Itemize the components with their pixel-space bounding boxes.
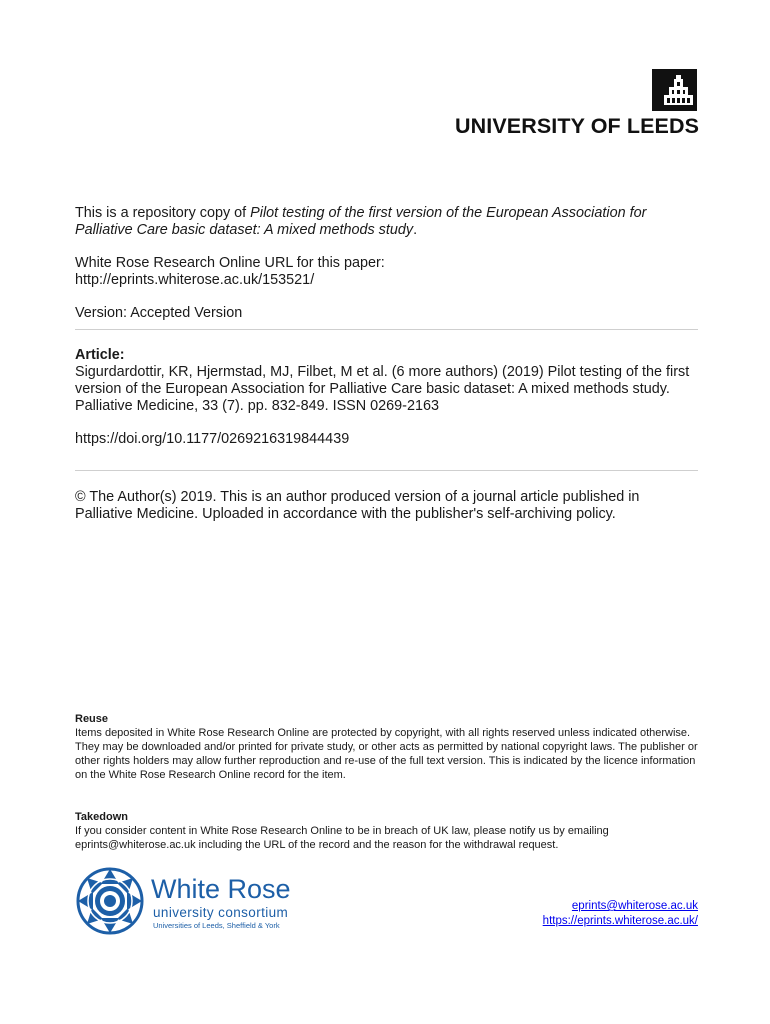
white-rose-brand-subtitle: university consortium xyxy=(153,905,289,920)
paper-url[interactable]: http://eprints.whiterose.ac.uk/153521/ xyxy=(75,272,315,288)
white-rose-brand-name: White Rose xyxy=(151,874,291,904)
divider xyxy=(75,470,698,471)
paper-title: Pilot testing of the first version of the European Association for Palliative Care basic dataset: A mixed methods study xyxy=(75,205,647,238)
article-citation: Sigurdardottir, KR, Hjermstad, MJ, Filbet, M et al. (6 more authors) (2019) Pilot testing of the first version of the European Association for Palliative Care basic dataset: A mixed methods study. Palliative Medicine, 33 (7). pp. 832-849. ISSN 0269-2163 xyxy=(75,364,690,414)
contact-links xyxy=(543,899,698,929)
takedown-heading: Takedown xyxy=(75,811,128,823)
email-link[interactable]: eprints@whiterose.ac.uk xyxy=(571,900,698,912)
site-link[interactable]: https://eprints.whiterose.ac.uk/ xyxy=(542,915,698,927)
copyright-statement: © The Author(s) 2019. This is an author produced version of a journal article published in Palliative Medicine. Uploaded in accordance with the publisher's self-archiving policy. xyxy=(75,489,640,522)
takedown-section xyxy=(75,810,700,852)
university-of-leeds-emblem-icon xyxy=(652,69,697,111)
doi-link[interactable]: https://doi.org/10.1177/0269216319844439 xyxy=(75,431,350,447)
repository-copy-statement xyxy=(75,205,700,239)
intro-suffix: . xyxy=(413,222,418,238)
divider xyxy=(75,329,698,330)
reuse-section xyxy=(75,712,700,782)
paper-url-label: White Rose Research Online URL for this paper: xyxy=(75,255,385,271)
intro-prefix: This is a repository copy of xyxy=(75,205,251,221)
version-statement: Version: Accepted Version xyxy=(75,305,243,321)
reuse-body: Items deposited in White Rose Research Online are protected by copyright, with all rights reserved unless indicated otherwise. They may be downloaded and/or printed for private study, or other acts as permitted by national copyright laws. The publisher or other rights holders may allow further reproduction and re-use of the full text version. This is indicated by the licence information on the White Rose Research Online record for the item. xyxy=(75,727,698,781)
white-rose-universities: Universities of Leeds, Sheffield & York xyxy=(153,921,280,930)
white-rose-rosette-icon xyxy=(75,866,145,936)
article-heading: Article: xyxy=(75,347,125,363)
article-citation-block xyxy=(75,347,700,415)
paper-url-block xyxy=(75,255,700,289)
reuse-heading: Reuse xyxy=(75,713,109,725)
takedown-body: If you consider content in White Rose Research Online to be in breach of UK law, please notify us by emailing eprints@whiterose.ac.uk including the URL of the record and the reason for the withdrawal request. xyxy=(75,825,609,851)
university-of-leeds-logo-text: UNIVERSITY OF LEEDS xyxy=(455,114,700,138)
